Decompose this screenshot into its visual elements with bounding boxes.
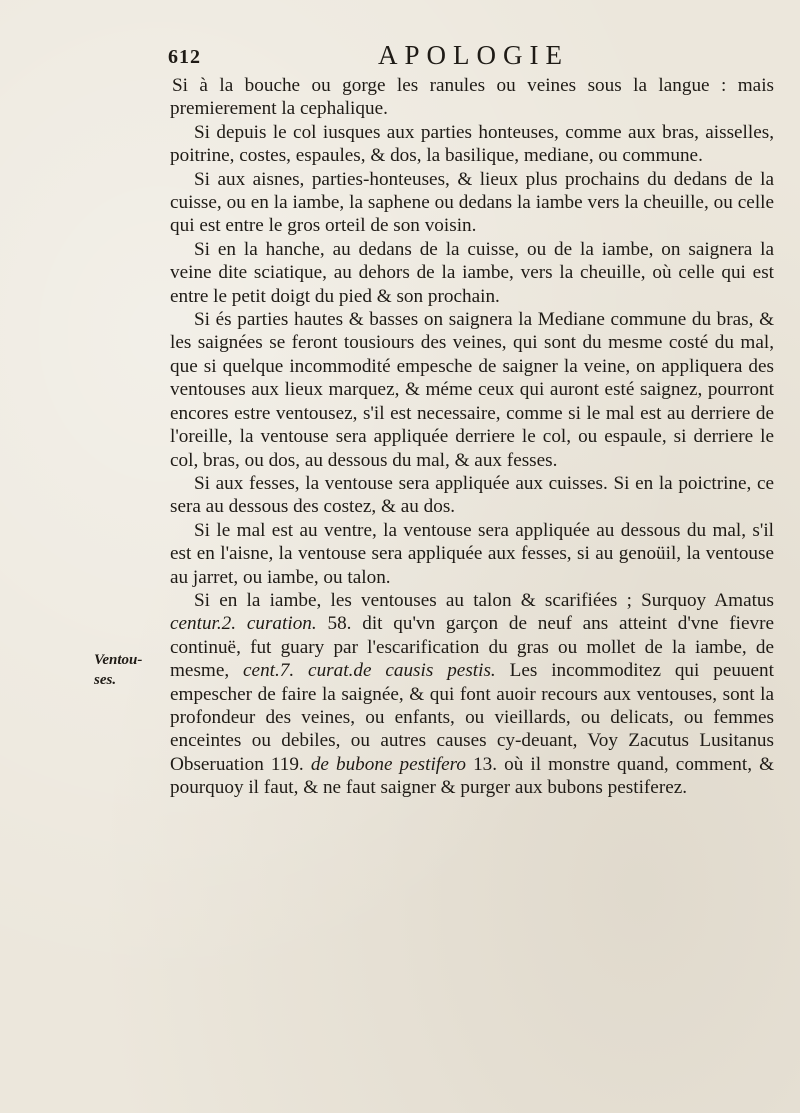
- paragraph-3: Si aux aisnes, parties-honteuses, & lieux plus prochains du dedans de la cuisse, ou en la iambe, la saphene ou dedans la iambe vers la cheuille, ou celle qui est entre le gros orteil de son voisin.: [170, 168, 774, 237]
- paragraph-8-text-c: 58. dit qu'vn garçon de neuf ans atteint d'vne fievre continuë, fut guary par l'escarification du gras ou mollet de la iambe, de mesme,: [170, 613, 774, 682]
- paragraph-1: Si à la bouche ou gorge les ranules ou veines sous la langue : mais premierement la cephalique.: [170, 75, 774, 120]
- paragraph-8-text-g: 13. où il monstre quand, comment, & pourquoy il faut, & ne faut saigner & purger aux bubons pestiferez.: [170, 753, 774, 799]
- paragraph-2: Si depuis le col iusques aux parties honteuses, comme aux bras, aisselles, poitrine, costes, espaules, & dos, la basilique, mediane, ou commune.: [170, 121, 774, 167]
- running-title: APOLOGIE: [378, 40, 569, 70]
- paragraph-8-text-a: Si en la iambe, les ventouses au talon & scarifiées ; Surquoy Amatus: [194, 589, 774, 611]
- paragraph-8-text-e: Les incommoditez qui peuuent empescher de faire la saignée, & qui font auoir recours aux ventouses, sont la profondeur des veines, ou enfants, ou vieillards, ou delicats, ou femmes enceintes ou debiles, ou autres causes cy-deuant, Voy Zacutus Lusitanus Obseruation 119.: [170, 660, 774, 775]
- citation-amatus-cent7: cent.7. curat.de causis pestis.: [243, 660, 496, 682]
- page-header: [168, 40, 768, 72]
- paragraph-8: [170, 589, 774, 800]
- citation-bubone: de bubone pestifero: [310, 753, 466, 775]
- body-text: [170, 74, 774, 800]
- paragraph-5: Si és parties hautes & basses on saignera la Mediane commune du bras, & les saignées se feront tousiours des veines, qui sont du mesme costé du mal, que si quelque incommodité empesche de saigner la veine, on appliquera des ventouses aux lieux marquez, & méme ceux qui auront esté saignez, pourront encores estre ventousez, s'il est necessaire, comme si le mal est au derriere de l'oreille, la ventouse sera appliquée derriere le col, ou espaule, si derriere le col, bras, ou dos, au dessous du mal, & aux fesses.: [170, 309, 774, 471]
- paragraph-6: Si aux fesses, la ventouse sera appliquée aux cuisses. Si en la poictrine, ce sera au dessous des costez, & au dos.: [170, 472, 774, 518]
- paragraph-4: Si en la hanche, au dedans de la cuisse, ou de la iambe, on saignera la veine dite sciatique, au dehors de la iambe, vers la cheuille, où celle qui est entre le petit doigt du pied & son prochain.: [170, 238, 774, 307]
- paragraph-7: Si le mal est au ventre, la ventouse sera appliquée au dessous du mal, s'il est en l'aisne, la ventouse sera appliquée aux fesses, si au genoüil, la ventouse au jarret, ou iambe, ou talon.: [170, 519, 774, 588]
- margin-note: Ventou- ses.: [94, 652, 143, 688]
- page-number: 612: [168, 46, 201, 68]
- citation-amatus: centur.2. curation.: [170, 613, 317, 635]
